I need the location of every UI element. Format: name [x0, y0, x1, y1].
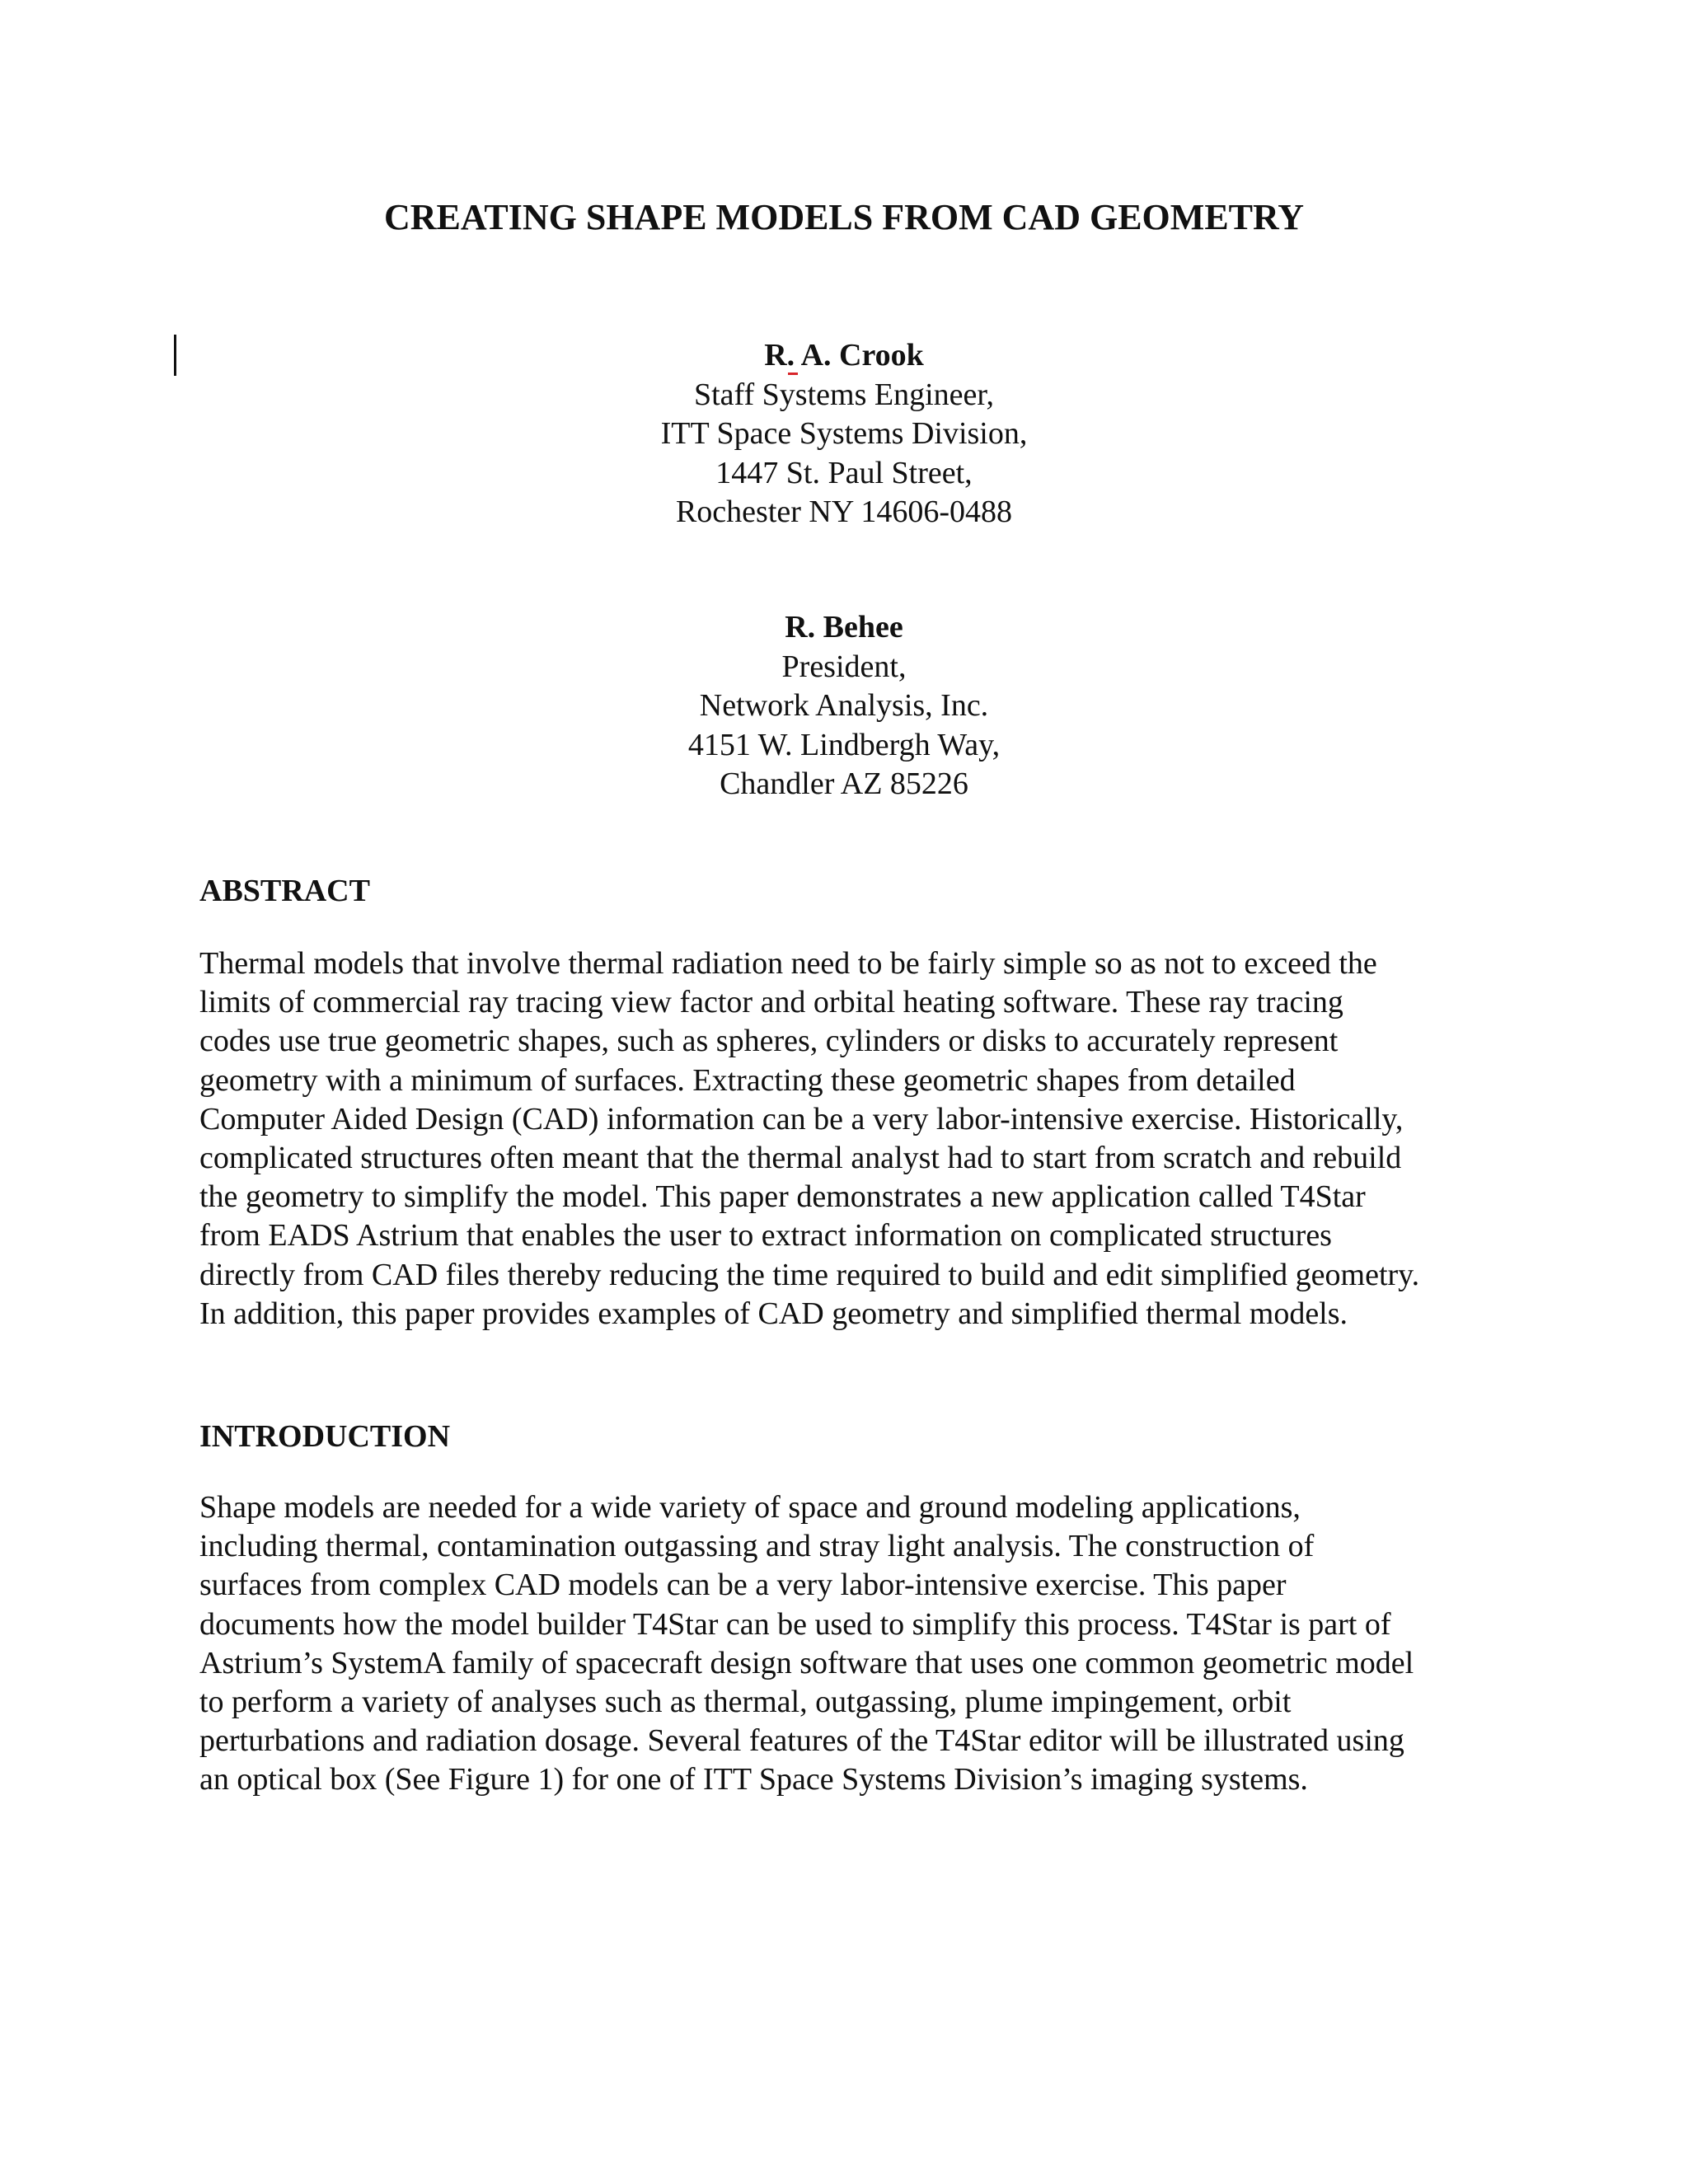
introduction-heading: INTRODUCTION — [199, 1419, 451, 1454]
introduction-line: perturbations and radiation dosage. Several features of the T4Star editor will be illustrated using — [199, 1723, 1404, 1759]
introduction-line: Astrium’s SystemA family of spacecraft design software that uses one common geometric model — [199, 1645, 1414, 1680]
author-name: R. A. Crook — [0, 336, 1688, 376]
abstract-line: geometry with a minimum of surfaces. Extracting these geometric shapes from detailed — [199, 1062, 1296, 1098]
introduction-line: surfaces from complex CAD models can be a very labor-intensive exercise. This paper — [199, 1568, 1287, 1603]
author-affiliation-line: ITT Space Systems Division, — [660, 416, 1028, 451]
abstract-line: codes use true geometric shapes, such as spheres, cylinders or disks to accurately represent — [199, 1024, 1339, 1059]
introduction-line: an optical box (See Figure 1) for one of ITT Space Systems Division’s imaging systems. — [199, 1762, 1308, 1797]
abstract-line: limits of commercial ray tracing view factor and orbital heating software. These ray tracing — [199, 985, 1343, 1020]
author-name: R. Behee — [785, 610, 903, 644]
author-block-behee — [0, 608, 1688, 804]
introduction-line: documents how the model builder T4Star can be used to simplify this process. T4Star is part of — [199, 1606, 1391, 1642]
spellcheck-underline-mark — [788, 373, 798, 375]
author-affiliation-line: 1447 St. Paul Street, — [715, 455, 973, 490]
author-affiliation-line: Rochester NY 14606-0488 — [675, 494, 1013, 529]
abstract-line: from EADS Astrium that enables the user to extract information on complicated structures — [199, 1218, 1332, 1254]
introduction-line: including thermal, contamination outgassing and stray light analysis. The construction of — [199, 1529, 1315, 1564]
paper-title: CREATING SHAPE MODELS FROM CAD GEOMETRY — [383, 197, 1305, 237]
abstract-line: In addition, this paper provides examples of CAD geometry and simplified thermal models. — [199, 1296, 1348, 1331]
author-affiliation-line: 4151 W. Lindbergh Way, — [687, 727, 1001, 762]
abstract-line: directly from CAD files thereby reducing the time required to build and edit simplified geometry. — [199, 1257, 1420, 1292]
introduction-line: to perform a variety of analyses such as thermal, outgassing, plume impingement, orbit — [199, 1685, 1292, 1720]
abstract-line: complicated structures often meant that the thermal analyst had to start from scratch and rebuild — [199, 1141, 1402, 1176]
author-affiliation-line: Network Analysis, Inc. — [699, 688, 989, 723]
author-block-crook — [0, 336, 1688, 532]
author-affiliation-line: Chandler AZ 85226 — [720, 766, 968, 801]
author-affiliation-line: President, — [781, 649, 907, 684]
introduction-line: Shape models are needed for a wide variety of space and ground modeling applications, — [199, 1490, 1301, 1525]
abstract-heading: ABSTRACT — [199, 874, 370, 908]
abstract-line: Thermal models that involve thermal radiation need to be fairly simple so as not to exceed the — [199, 946, 1377, 981]
abstract-body — [199, 944, 1518, 1333]
abstract-line: the geometry to simplify the model. This paper demonstrates a new application called T4Star — [199, 1179, 1366, 1215]
introduction-body — [199, 1488, 1518, 1800]
author-affiliation-line: Staff Systems Engineer, — [693, 377, 994, 412]
abstract-line: Computer Aided Design (CAD) information can be a very labor-intensive exercise. Historically, — [199, 1101, 1404, 1137]
